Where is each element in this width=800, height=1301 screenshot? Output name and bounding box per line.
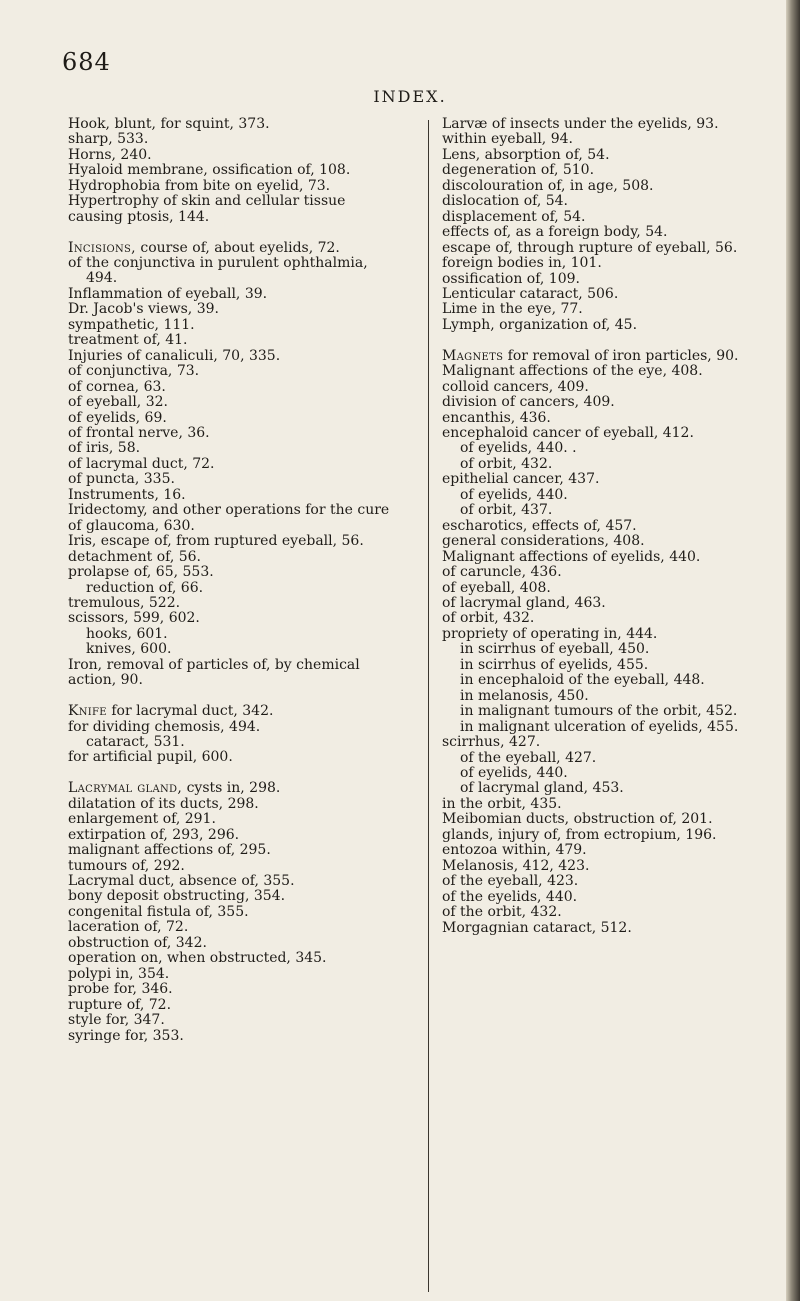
entry-text: cysts in, 298. xyxy=(182,780,281,797)
entry-text: Horns, 240. xyxy=(68,146,152,163)
index-subentry xyxy=(68,426,395,441)
index-entry xyxy=(442,364,754,379)
entry-text: of the eyeball, 423. xyxy=(442,873,579,890)
index-entry xyxy=(68,874,395,889)
index-subentry xyxy=(442,225,754,240)
index-subentry xyxy=(442,179,754,194)
entry-text: congenital fistula of, 355. xyxy=(68,903,249,920)
entry-text: for lacrymal duct, 342. xyxy=(106,703,274,720)
entry-text: for dividing chemosis, 494. xyxy=(68,718,261,735)
entry-text: colloid cancers, 409. xyxy=(442,378,589,395)
index-subentry xyxy=(68,812,395,827)
entry-text: Morgagnian cataract, 512. xyxy=(442,919,632,936)
index-subentry xyxy=(68,302,395,317)
index-subentry xyxy=(68,828,395,843)
entry-text: encephaloid cancer of eyeball, 412. xyxy=(442,425,694,441)
index-subentry xyxy=(68,596,395,611)
index-subentry xyxy=(68,998,395,1013)
entry-text: epithelial cancer, 437. xyxy=(442,471,600,488)
index-subentry xyxy=(68,720,395,735)
entry-text: dilatation of its ducts, 298. xyxy=(68,795,259,812)
entry-text: in encephaloid of the eyeball, 448. xyxy=(460,672,705,689)
index-subentry xyxy=(442,488,754,503)
entry-text: of the conjunctiva in purulent ophthalmia, 494. xyxy=(68,255,368,287)
entry-text: rupture of, 72. xyxy=(68,996,172,1013)
entry-keyword: Magnets xyxy=(442,347,504,364)
entry-text: effects of, as a foreign body, 54. xyxy=(442,224,668,241)
entry-text: extirpation of, 293, 296. xyxy=(68,826,240,843)
entry-text: for artificial pupil, 600. xyxy=(68,749,233,766)
entry-text: of orbit, 432. xyxy=(442,610,535,627)
entry-text: Lacrymal duct, absence of, 355. xyxy=(68,873,295,890)
index-entry xyxy=(68,163,395,178)
entry-text: encanthis, 436. xyxy=(442,409,551,426)
index-subentry xyxy=(442,194,754,209)
index-subentry xyxy=(68,457,395,472)
entry-text: of puncta, 335. xyxy=(68,471,175,488)
index-subentry xyxy=(442,735,754,750)
entry-text: Hydrophobia from bite on eyelid, 73. xyxy=(68,177,331,194)
entry-text: of eyelids, 440. . xyxy=(460,440,577,457)
index-subentry xyxy=(442,689,754,704)
section-gap xyxy=(68,766,395,781)
entry-text: of lacrymal duct, 72. xyxy=(68,455,215,472)
index-entry xyxy=(442,117,754,132)
index-subentry xyxy=(442,457,754,472)
entry-text: knives, 600. xyxy=(86,641,172,658)
entry-text: of orbit, 437. xyxy=(460,502,553,519)
index-subentry xyxy=(68,611,395,626)
index-subentry xyxy=(68,581,395,596)
index-subentry xyxy=(68,982,395,997)
entry-text: in the orbit, 435. xyxy=(442,795,562,812)
index-subentry xyxy=(68,550,395,565)
entry-text: Larvæ of insects under the eyelids, 93. xyxy=(442,116,719,132)
index-entry xyxy=(68,179,395,194)
index-subentry xyxy=(68,256,395,287)
section-gap xyxy=(68,689,395,704)
index-entry xyxy=(68,658,395,689)
index-entry xyxy=(68,534,395,549)
entry-text: Iron, removal of particles of, by chemical action, 90. xyxy=(68,656,360,689)
index-subentry xyxy=(442,534,754,549)
entry-text: Instruments, 16. xyxy=(68,486,186,503)
entry-text: obstruction of, 342. xyxy=(68,934,207,951)
entry-text: dislocation of, 54. xyxy=(442,193,568,210)
entry-text: operation on, when obstructed, 345. xyxy=(68,950,327,967)
entry-text: displacement of, 54. xyxy=(442,208,586,225)
index-subentry xyxy=(442,565,754,580)
entry-text: of eyelids, 440. xyxy=(460,486,568,503)
entry-text: general considerations, 408. xyxy=(442,533,645,550)
index-subentry xyxy=(442,828,754,843)
entry-text: within eyeball, 94. xyxy=(442,131,573,148)
index-subentry xyxy=(68,951,395,966)
index-subentry xyxy=(442,272,754,287)
index-subentry xyxy=(442,905,754,920)
entry-text: Inflammation of eyeball, 39. xyxy=(68,285,268,302)
index-subentry xyxy=(68,642,395,657)
entry-keyword: Incisions, xyxy=(68,239,136,256)
index-entry xyxy=(68,148,395,163)
index-subentry xyxy=(68,750,395,765)
entry-text: in melanosis, 450. xyxy=(460,687,589,704)
index-subentry xyxy=(442,472,754,487)
entry-text: style for, 347. xyxy=(68,1012,165,1029)
index-subentry xyxy=(68,797,395,812)
entry-text: in scirrhus of eyeball, 450. xyxy=(460,641,650,658)
entry-text: cataract, 531. xyxy=(86,734,185,750)
index-subentry xyxy=(68,1013,395,1028)
index-subentry xyxy=(68,565,395,580)
entry-text: in malignant tumours of the orbit, 452. xyxy=(460,703,738,720)
entry-text: scirrhus, 427. xyxy=(442,734,541,751)
index-entry xyxy=(68,117,395,132)
index-subentry xyxy=(68,472,395,487)
index-subentry xyxy=(68,318,395,333)
entry-text: of the orbit, 432. xyxy=(442,904,562,921)
index-subentry xyxy=(68,905,395,920)
index-subentry xyxy=(68,132,395,147)
entry-text: of eyeball, 408. xyxy=(442,579,551,596)
section-gap xyxy=(68,225,395,240)
entry-text: of lacrymal gland, 453. xyxy=(460,780,624,797)
entry-text: tremulous, 522. xyxy=(68,594,181,611)
page-number: 684 xyxy=(62,48,111,76)
index-subentry xyxy=(442,380,754,395)
index-subentry xyxy=(442,843,754,858)
index-subentry xyxy=(442,797,754,812)
entry-text: Injuries of canaliculi, 70, 335. xyxy=(68,347,281,364)
entry-text: entozoa within, 479. xyxy=(442,842,587,859)
index-subentry xyxy=(442,720,754,735)
index-subentry xyxy=(442,163,754,178)
entry-text: laceration of, 72. xyxy=(68,919,189,936)
index-subentry xyxy=(442,642,754,657)
index-subentry xyxy=(442,611,754,626)
entry-text: scissors, 599, 602. xyxy=(68,610,200,627)
index-subentry xyxy=(442,581,754,596)
entry-text: of iris, 58. xyxy=(68,440,141,457)
entry-text: detachment of, 56. xyxy=(68,548,202,565)
index-subentry xyxy=(442,890,754,905)
index-entry xyxy=(442,302,754,317)
entry-text: Dr. Jacob's views, 39. xyxy=(68,301,219,318)
entry-text: probe for, 346. xyxy=(68,981,173,998)
index-subentry xyxy=(68,364,395,379)
entry-text: reduction of, 66. xyxy=(86,579,204,596)
index-subentry xyxy=(442,519,754,534)
column-divider xyxy=(428,120,429,1292)
entry-text: division of cancers, 409. xyxy=(442,394,615,411)
index-subentry xyxy=(442,766,754,781)
index-subentry xyxy=(68,627,395,642)
entry-text: of the eyeball, 427. xyxy=(460,749,597,766)
entry-text: escharotics, effects of, 457. xyxy=(442,517,637,534)
index-subentry xyxy=(442,704,754,719)
index-entry xyxy=(68,488,395,503)
entry-text: of eyelids, 440. xyxy=(460,764,568,781)
index-subentry xyxy=(68,1029,395,1044)
index-subentry xyxy=(442,596,754,611)
entry-text: of conjunctiva, 73. xyxy=(68,363,200,380)
entry-text: of orbit, 432. xyxy=(460,455,553,472)
entry-text: sharp, 533. xyxy=(68,131,149,148)
index-subentry xyxy=(442,395,754,410)
entry-text: of frontal nerve, 36. xyxy=(68,425,210,441)
entry-text: of the eyelids, 440. xyxy=(442,888,578,905)
index-entry xyxy=(68,503,395,534)
index-subentry xyxy=(442,411,754,426)
entry-text: Malignant affections of the eye, 408. xyxy=(442,363,703,380)
entry-text: Malignant affections of eyelids, 440. xyxy=(442,548,701,565)
entry-text: Meibomian ducts, obstruction of, 201. xyxy=(442,811,713,828)
index-column-left xyxy=(68,117,395,1044)
index-column-right xyxy=(442,117,754,936)
entry-text: degeneration of, 510. xyxy=(442,162,595,179)
entry-text: Hypertrophy of skin and cellular tissue causing ptosis, 144. xyxy=(68,193,346,225)
index-subentry xyxy=(442,503,754,518)
entry-text: of caruncle, 436. xyxy=(442,564,562,581)
index-entry xyxy=(68,781,395,796)
entry-text: Hyaloid membrane, ossification of, 108. xyxy=(68,162,351,179)
index-subentry xyxy=(442,210,754,225)
index-subentry xyxy=(68,920,395,935)
index-subentry xyxy=(442,874,754,889)
entry-text: Lenticular cataract, 506. xyxy=(442,285,619,302)
index-entry xyxy=(442,859,754,874)
entry-text: escape of, through rupture of eyeball, 56. xyxy=(442,239,738,256)
index-entry xyxy=(68,349,395,364)
page-edge-shadow xyxy=(786,0,800,1301)
index-entry xyxy=(68,241,395,256)
entry-text: syringe for, 353. xyxy=(68,1027,184,1044)
entry-text: bony deposit obstructing, 354. xyxy=(68,888,286,905)
entry-text: ossification of, 109. xyxy=(442,270,580,287)
index-entry xyxy=(442,812,754,827)
index-entry xyxy=(442,318,754,333)
index-subentry xyxy=(68,889,395,904)
entry-text: Hook, blunt, for squint, 373. xyxy=(68,116,270,132)
entry-text: of eyeball, 32. xyxy=(68,394,168,411)
index-subentry xyxy=(68,333,395,348)
entry-keyword: Lacrymal gland, xyxy=(68,780,183,797)
index-subentry xyxy=(442,256,754,271)
entry-text: in scirrhus of eyelids, 455. xyxy=(460,656,649,673)
index-entry xyxy=(68,704,395,719)
index-entry xyxy=(442,349,754,364)
entry-keyword: Knife xyxy=(68,703,107,720)
entry-text: tumours of, 292. xyxy=(68,857,185,874)
entry-text: Iridectomy, and other operations for the cure of glaucoma, 630. xyxy=(68,502,390,534)
entry-text: sympathetic, 111. xyxy=(68,316,195,333)
entry-text: Lens, absorption of, 54. xyxy=(442,146,610,163)
index-subentry xyxy=(68,411,395,426)
running-head: INDEX. xyxy=(373,87,447,106)
index-entry xyxy=(442,287,754,302)
entry-text: Lime in the eye, 77. xyxy=(442,301,583,318)
entry-text: propriety of operating in, 444. xyxy=(442,625,658,642)
section-gap xyxy=(442,333,754,348)
entry-text: for removal of iron particles, 90. xyxy=(503,347,739,364)
entry-text: discolouration of, in age, 508. xyxy=(442,177,654,194)
entry-text: glands, injury of, from ectropium, 196. xyxy=(442,826,717,843)
index-subentry xyxy=(442,441,754,456)
index-entry xyxy=(442,550,754,565)
index-entry xyxy=(442,148,754,163)
index-subentry xyxy=(442,751,754,766)
entry-text: prolapse of, 65, 553. xyxy=(68,564,214,581)
index-subentry xyxy=(442,658,754,673)
entry-text: in malignant ulceration of eyelids, 455. xyxy=(460,718,739,735)
index-subentry xyxy=(442,673,754,688)
entry-text: treatment of, 41. xyxy=(68,332,188,349)
entry-text: Iris, escape of, from ruptured eyeball, 56. xyxy=(68,533,364,550)
index-subentry xyxy=(68,735,395,750)
entry-text: Lymph, organization of, 45. xyxy=(442,316,638,333)
index-subentry xyxy=(442,781,754,796)
entry-text: of cornea, 63. xyxy=(68,378,166,395)
index-entry xyxy=(68,194,395,225)
entry-text: of lacrymal gland, 463. xyxy=(442,594,606,611)
index-subentry xyxy=(68,843,395,858)
entry-text: enlargement of, 291. xyxy=(68,811,216,828)
index-subentry xyxy=(442,426,754,441)
entry-text: course of, about eyelids, 72. xyxy=(135,239,340,256)
index-subentry xyxy=(68,395,395,410)
index-entry xyxy=(68,287,395,302)
entry-text: malignant affections of, 295. xyxy=(68,842,271,859)
entry-text: Melanosis, 412, 423. xyxy=(442,857,590,874)
entry-text: foreign bodies in, 101. xyxy=(442,255,602,272)
index-entry xyxy=(442,921,754,936)
index-subentry xyxy=(68,967,395,982)
index-subentry xyxy=(68,936,395,951)
entry-text: of eyelids, 69. xyxy=(68,409,167,426)
index-subentry xyxy=(442,241,754,256)
index-subentry xyxy=(442,132,754,147)
entry-text: hooks, 601. xyxy=(86,625,168,642)
index-subentry xyxy=(68,859,395,874)
entry-text: polypi in, 354. xyxy=(68,965,170,982)
index-subentry xyxy=(442,627,754,642)
index-subentry xyxy=(68,380,395,395)
index-subentry xyxy=(68,441,395,456)
